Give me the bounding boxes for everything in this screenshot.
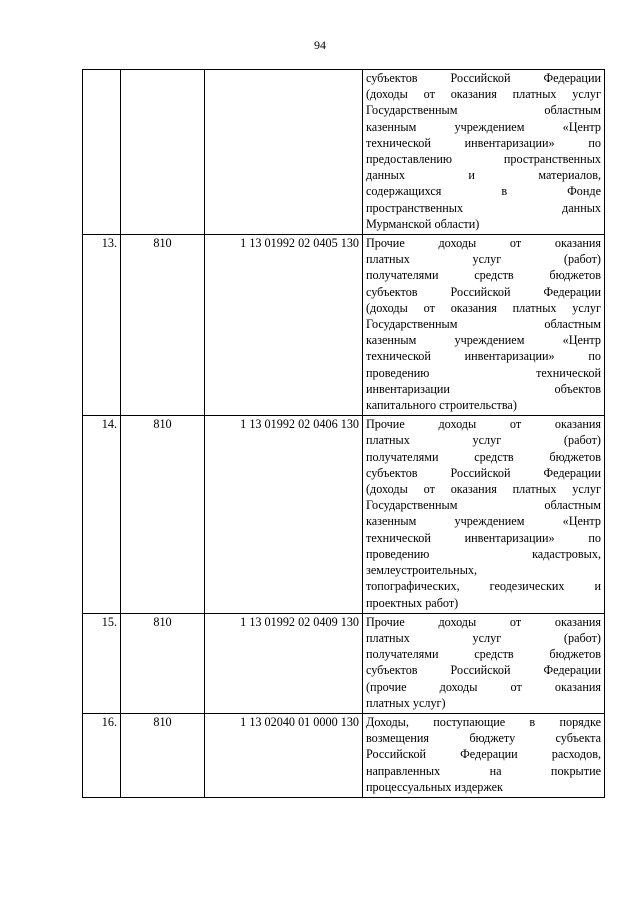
description-line: Государственным областным <box>366 498 601 513</box>
description-line: инвентаризации объектов <box>366 381 601 396</box>
budget-classification-code-cell: 1 13 01992 02 0405 130 <box>205 235 363 416</box>
description-line: Государственным областным <box>366 317 601 332</box>
description-line: направленных на покрытие <box>366 763 601 778</box>
income-codes-table <box>82 69 605 798</box>
description-line: технической инвентаризации» по <box>366 530 601 545</box>
description-line: субъектов Российской Федерации <box>366 465 601 480</box>
budget-classification-code-cell <box>205 70 363 235</box>
description-line: (доходы от оказания платных услуг <box>366 87 601 102</box>
description-line: Государственным областным <box>366 103 601 118</box>
description-line: Прочие доходы от оказания <box>366 236 601 251</box>
administrator-code-cell: 810 <box>121 235 205 416</box>
description-line: землеустроительных, <box>366 563 478 578</box>
description-line: технической инвентаризации» по <box>366 135 601 150</box>
income-description-cell <box>363 416 605 613</box>
administrator-code-cell: 810 <box>121 416 205 613</box>
description-line: (доходы от оказания платных услуг <box>366 482 601 497</box>
description-line: возмещения бюджету субъекта <box>366 731 601 746</box>
row-number-cell: 15. <box>83 613 121 713</box>
description-line: платных услуг (работ) <box>366 630 601 645</box>
table-body <box>83 70 605 798</box>
table-row <box>83 613 605 713</box>
budget-classification-code-cell: 1 13 02040 01 0000 130 <box>205 713 363 797</box>
description-line: проведению технической <box>366 365 601 380</box>
table-row <box>83 416 605 613</box>
administrator-code-cell: 810 <box>121 713 205 797</box>
description-line: пространственных данных <box>366 200 601 215</box>
budget-classification-code-cell: 1 13 01992 02 0406 130 <box>205 416 363 613</box>
description-line: платных услуг) <box>366 695 446 710</box>
administrator-code-cell: 810 <box>121 613 205 713</box>
description-line: казенным учреждением «Центр <box>366 514 601 529</box>
description-line: субъектов Российской Федерации <box>366 663 601 678</box>
description-line: субъектов Российской Федерации <box>366 284 601 299</box>
description-line: предоставлению пространственных <box>366 152 601 167</box>
row-number-cell: 13. <box>83 235 121 416</box>
administrator-code-cell <box>121 70 205 235</box>
description-line: субъектов Российской Федерации <box>366 71 601 85</box>
description-line: содержащихся в Фонде <box>366 184 601 199</box>
description-line: платных услуг (работ) <box>366 252 601 267</box>
description-line: капитального строительства) <box>366 398 517 413</box>
income-description-cell <box>363 235 605 416</box>
description-line: (прочие доходы от оказания <box>366 679 601 694</box>
description-line: казенным учреждением «Центр <box>366 333 601 348</box>
description-line: получателями средств бюджетов <box>366 647 601 662</box>
income-description-cell <box>363 70 605 235</box>
description-line: казенным учреждением «Центр <box>366 119 601 134</box>
description-line: проведению кадастровых, <box>366 546 601 561</box>
description-line: получателями средств бюджетов <box>366 449 601 464</box>
table-row <box>83 70 605 235</box>
table-row <box>83 713 605 797</box>
description-line: Мурманской области) <box>366 216 480 231</box>
description-line: Доходы, поступающие в порядке <box>366 714 601 729</box>
description-line: Российской Федерации расходов, <box>366 747 601 762</box>
budget-classification-code-cell: 1 13 01992 02 0409 130 <box>205 613 363 713</box>
description-line: платных услуг (работ) <box>366 433 601 448</box>
description-line: Прочие доходы от оказания <box>366 614 601 629</box>
income-description-cell <box>363 713 605 797</box>
row-number-cell: 16. <box>83 713 121 797</box>
description-line: получателями средств бюджетов <box>366 268 601 283</box>
description-line: процессуальных издержек <box>366 779 503 794</box>
row-number-cell <box>83 70 121 235</box>
description-line: проектных работ) <box>366 595 459 610</box>
description-line: (доходы от оказания платных услуг <box>366 300 601 315</box>
description-line: данных и материалов, <box>366 168 601 183</box>
income-description-cell <box>363 613 605 713</box>
row-number-cell: 14. <box>83 416 121 613</box>
description-line: технической инвентаризации» по <box>366 349 601 364</box>
description-line: топографических, геодезических и <box>366 579 601 594</box>
description-line: Прочие доходы от оказания <box>366 417 601 432</box>
table-row <box>83 235 605 416</box>
page-number: 94 <box>314 38 326 52</box>
